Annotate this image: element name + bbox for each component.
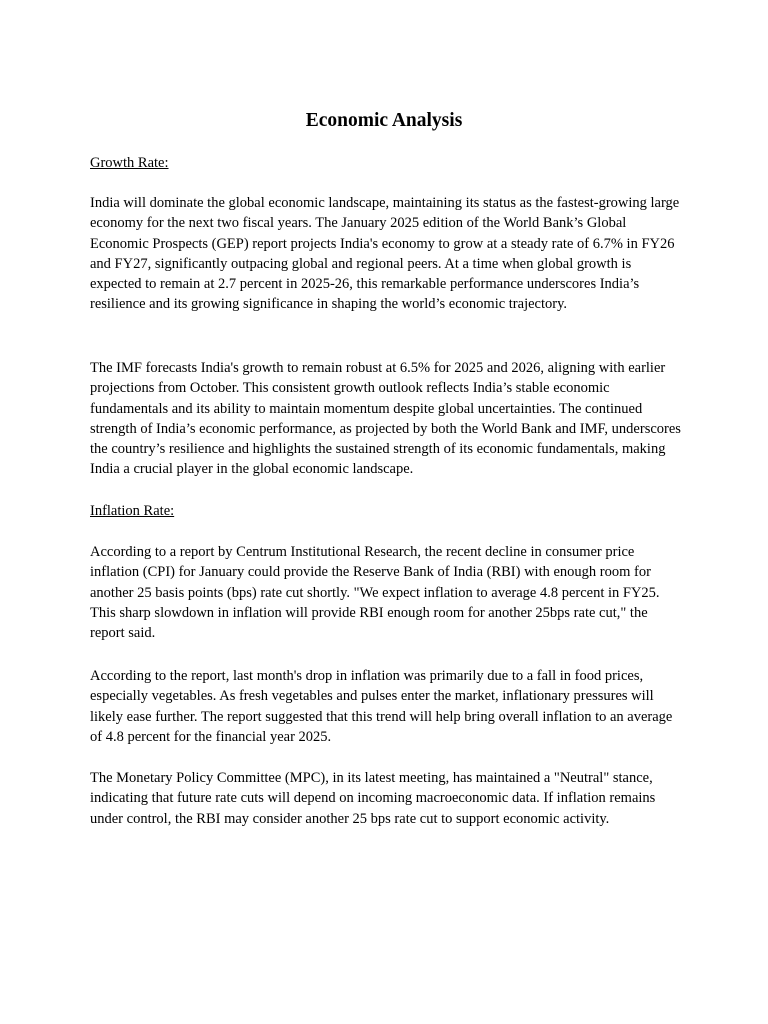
paragraph-growth-world-bank: India will dominate the global economic landscape, maintaining its status as the fastest-growing large economy for the next two fiscal years. The January 2025 edition of the World Bank’s Global Economic Prospects (GEP) report projects India's economy to grow at a steady rate of 6.7% in FY26 and FY27, significantly outpacing global and regional peers. At a time when global growth is expected to remain at 2.7 percent in 2025-26, this remarkable performance underscores India’s resilience and its growing significance in shaping the world’s economic trajectory. bbox=[90, 195, 680, 313]
document-title: Economic Analysis bbox=[305, 110, 463, 131]
paragraph-inflation-centrum: According to a report by Centrum Institutional Research, the recent decline in consumer price inflation (CPI) for January could provide the Reserve Bank of India (RBI) with enough room for another 25 basis points (bps) rate cut shortly. "We expect inflation to average 4.8 percent in FY25. This sharp slowdown in inflation will provide RBI enough room for another 25bps rate cut," the report said. bbox=[90, 544, 660, 642]
section-heading-growth-rate: Growth Rate: bbox=[90, 155, 169, 171]
paragraph-inflation-mpc: The Monetary Policy Committee (MPC), in its latest meeting, has maintained a "Neutral" stance, indicating that future rate cuts will depend on incoming macroeconomic data. If inflation remains under control, the RBI may consider another 25 bps rate cut to support economic activity. bbox=[90, 770, 656, 827]
paragraph-inflation-food-prices: According to the report, last month's drop in inflation was primarily due to a fall in food prices, especially vegetables. As fresh vegetables and pulses enter the market, inflationary pressures will likely ease further. The report suggested that this trend will help bring overall inflation to an average of 4.8 percent for the financial year 2025. bbox=[90, 668, 673, 745]
section-heading-inflation-rate: Inflation Rate: bbox=[90, 503, 175, 519]
paragraph-growth-imf: The IMF forecasts India's growth to remain robust at 6.5% for 2025 and 2026, aligning with earlier projections from October. This consistent growth outlook reflects India’s stable economic fundamentals and its ability to maintain momentum despite global uncertainties. The continued strength of India’s economic performance, as projected by both the World Bank and IMF, underscores the country’s resilience and highlights the sustained strength of its economic fundamentals, making India a crucial player in the global economic landscape. bbox=[90, 360, 681, 478]
